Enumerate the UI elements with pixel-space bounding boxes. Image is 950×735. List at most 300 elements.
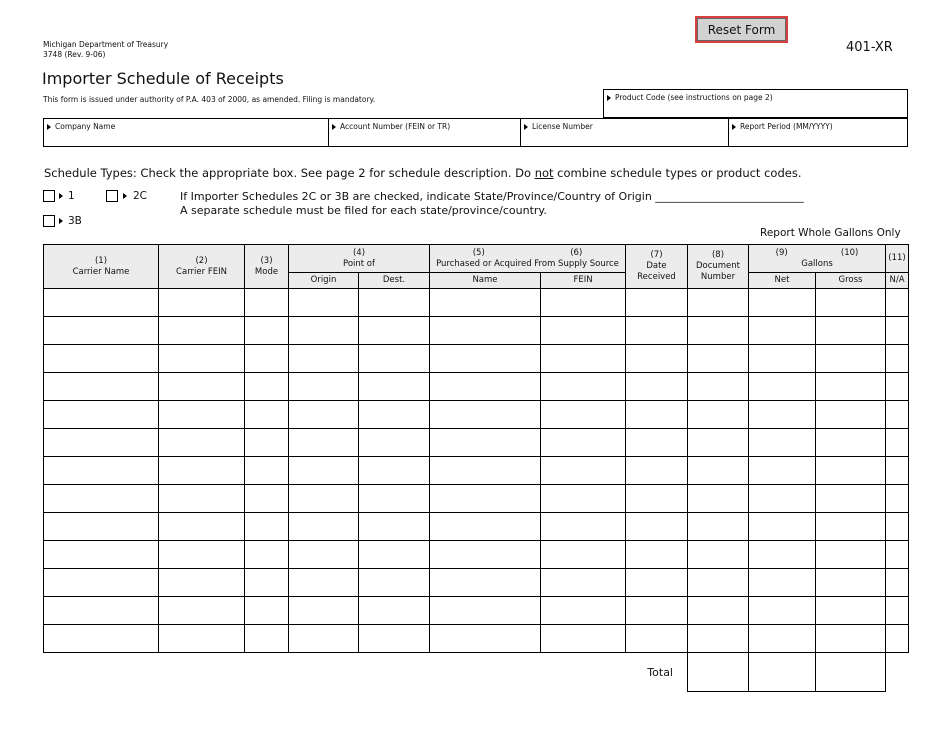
- arrow-right-icon: [59, 218, 63, 224]
- source-name-input[interactable]: [430, 374, 540, 400]
- gross-input[interactable]: [816, 542, 885, 568]
- cell-net: [749, 541, 816, 569]
- na-input[interactable]: [886, 318, 908, 344]
- document-number-input[interactable]: [688, 290, 748, 316]
- cell-carrier-name: [44, 541, 159, 569]
- dest-input[interactable]: [359, 346, 429, 372]
- account-number-input[interactable]: [331, 130, 518, 144]
- arrow-right-icon: [123, 193, 127, 199]
- carrier-name-input[interactable]: [44, 542, 158, 568]
- na-input[interactable]: [886, 626, 908, 652]
- cell-origin: [289, 625, 359, 653]
- origin-note-line2: A separate schedule must be filed for each state/province/country.: [180, 204, 547, 217]
- carrier-name-input[interactable]: [44, 598, 158, 624]
- carrier-name-input[interactable]: [44, 318, 158, 344]
- net-input[interactable]: [749, 598, 815, 624]
- dest-input[interactable]: [359, 458, 429, 484]
- date-received-input[interactable]: [626, 598, 687, 624]
- carrier-name-input[interactable]: [44, 486, 158, 512]
- cell-carrier-name: [44, 457, 159, 485]
- schedule-3b-checkbox[interactable]: [43, 215, 55, 227]
- cell-carrier-fein: [159, 317, 245, 345]
- origin-input[interactable]: [289, 598, 358, 624]
- cell-mode: [245, 429, 289, 457]
- na-input[interactable]: [886, 402, 908, 428]
- origin-input[interactable]: [289, 486, 358, 512]
- mode-input[interactable]: [245, 430, 288, 456]
- na-input[interactable]: [886, 598, 908, 624]
- company-name-input[interactable]: [46, 130, 326, 144]
- header-carrier-fein: (2) Carrier FEIN: [159, 245, 245, 289]
- carrier-fein-input[interactable]: [159, 430, 244, 456]
- carrier-fein-input[interactable]: [159, 570, 244, 596]
- company-name-label-text: Company Name: [55, 122, 116, 131]
- cell-carrier-fein: [159, 597, 245, 625]
- carrier-name-input[interactable]: [44, 290, 158, 316]
- carrier-name-input[interactable]: [44, 514, 158, 540]
- gross-input[interactable]: [816, 402, 885, 428]
- carrier-name-input[interactable]: [44, 430, 158, 456]
- cell-document-number: [688, 597, 749, 625]
- cell-gross: [816, 597, 886, 625]
- cell-date-received: [626, 625, 688, 653]
- cell-carrier-name: [44, 513, 159, 541]
- receipts-table: [43, 244, 909, 692]
- cell-date-received: [626, 597, 688, 625]
- document-number-input[interactable]: [688, 514, 748, 540]
- table-row: [44, 625, 909, 653]
- cell-dest: [359, 597, 430, 625]
- schedule-2c-label: 2C: [133, 190, 148, 202]
- cell-dest: [359, 373, 430, 401]
- cell-carrier-name: [44, 373, 159, 401]
- cell-document-number: [688, 289, 749, 317]
- license-number-input[interactable]: [523, 130, 726, 144]
- cell-carrier-fein: [159, 513, 245, 541]
- cell-carrier-fein: [159, 345, 245, 373]
- gross-input[interactable]: [816, 458, 885, 484]
- cell-source-fein: [541, 401, 626, 429]
- date-received-input[interactable]: [626, 430, 687, 456]
- total-gross-input[interactable]: [749, 654, 815, 691]
- na-input[interactable]: [886, 458, 908, 484]
- na-input[interactable]: [886, 514, 908, 540]
- date-received-input[interactable]: [626, 402, 687, 428]
- cell-source-name: [430, 597, 541, 625]
- cell-na: [886, 401, 909, 429]
- carrier-fein-input[interactable]: [159, 290, 244, 316]
- cell-gross: [816, 513, 886, 541]
- cell-net: [749, 345, 816, 373]
- source-fein-input[interactable]: [541, 374, 625, 400]
- table-row: [44, 485, 909, 513]
- cell-gross: [816, 289, 886, 317]
- date-received-input[interactable]: [626, 626, 687, 652]
- gross-input[interactable]: [816, 430, 885, 456]
- carrier-name-input[interactable]: [44, 626, 158, 652]
- gross-input[interactable]: [816, 486, 885, 512]
- dest-input[interactable]: [359, 290, 429, 316]
- cell-date-received: [626, 541, 688, 569]
- schedule-2c-checkbox[interactable]: [106, 190, 118, 202]
- date-received-input[interactable]: [626, 290, 687, 316]
- mode-input[interactable]: [245, 626, 288, 652]
- cell-origin: [289, 541, 359, 569]
- cell-carrier-fein: [159, 569, 245, 597]
- carrier-name-input[interactable]: [44, 570, 158, 596]
- cell-carrier-name: [44, 429, 159, 457]
- cell-dest: [359, 569, 430, 597]
- origin-input[interactable]: [289, 542, 358, 568]
- date-received-input[interactable]: [626, 318, 687, 344]
- gross-input[interactable]: [816, 598, 885, 624]
- cell-carrier-name: [44, 625, 159, 653]
- carrier-fein-input[interactable]: [159, 542, 244, 568]
- total-net-cell: [688, 653, 749, 692]
- schedule-instructions: [44, 166, 801, 180]
- dest-input[interactable]: [359, 570, 429, 596]
- cell-origin: [289, 373, 359, 401]
- mode-input[interactable]: [245, 514, 288, 540]
- cell-na: [886, 485, 909, 513]
- carrier-fein-input[interactable]: [159, 318, 244, 344]
- cell-source-fein: [541, 373, 626, 401]
- gross-input[interactable]: [816, 318, 885, 344]
- date-received-input[interactable]: [626, 458, 687, 484]
- source-name-input[interactable]: [430, 318, 540, 344]
- source-fein-input[interactable]: [541, 598, 625, 624]
- cell-na: [886, 289, 909, 317]
- report-period-input[interactable]: [731, 130, 905, 144]
- cell-na: [886, 597, 909, 625]
- source-fein-input[interactable]: [541, 430, 625, 456]
- mode-input[interactable]: [245, 374, 288, 400]
- schedule-3b-label: 3B: [68, 215, 82, 227]
- dest-input[interactable]: [359, 542, 429, 568]
- dest-input[interactable]: [359, 402, 429, 428]
- form-number: 401-XR: [846, 40, 893, 55]
- date-received-input[interactable]: [626, 514, 687, 540]
- mode-input[interactable]: [245, 542, 288, 568]
- license-number-field: [520, 118, 729, 147]
- gross-input[interactable]: [816, 290, 885, 316]
- cell-dest: [359, 345, 430, 373]
- cell-document-number: [688, 541, 749, 569]
- mode-input[interactable]: [245, 598, 288, 624]
- source-name-input[interactable]: [430, 430, 540, 456]
- mode-input[interactable]: [245, 570, 288, 596]
- cell-carrier-name: [44, 345, 159, 373]
- net-input[interactable]: [749, 458, 815, 484]
- source-fein-input[interactable]: [541, 346, 625, 372]
- header-gallons-gross: Gross: [816, 273, 886, 289]
- cell-net: [749, 373, 816, 401]
- total-net-input[interactable]: [688, 654, 748, 691]
- na-input[interactable]: [886, 346, 908, 372]
- table-body: [44, 289, 909, 653]
- dest-input[interactable]: [359, 318, 429, 344]
- cell-document-number: [688, 569, 749, 597]
- cell-carrier-fein: [159, 625, 245, 653]
- gallons-note: Report Whole Gallons Only: [760, 227, 901, 239]
- cell-source-name: [430, 569, 541, 597]
- net-input[interactable]: [749, 626, 815, 652]
- mode-input[interactable]: [245, 318, 288, 344]
- mode-input[interactable]: [245, 458, 288, 484]
- cell-carrier-name: [44, 597, 159, 625]
- gross-input[interactable]: [816, 514, 885, 540]
- date-received-input[interactable]: [626, 346, 687, 372]
- net-input[interactable]: [749, 542, 815, 568]
- cell-source-name: [430, 429, 541, 457]
- source-name-input[interactable]: [430, 570, 540, 596]
- origin-input[interactable]: [289, 626, 358, 652]
- table-row: [44, 373, 909, 401]
- document-number-input[interactable]: [688, 458, 748, 484]
- carrier-fein-input[interactable]: [159, 458, 244, 484]
- cell-source-fein: [541, 625, 626, 653]
- carrier-fein-input[interactable]: [159, 514, 244, 540]
- na-input[interactable]: [886, 542, 908, 568]
- net-input[interactable]: [749, 318, 815, 344]
- document-number-input[interactable]: [688, 598, 748, 624]
- gross-input[interactable]: [816, 626, 885, 652]
- cell-gross: [816, 485, 886, 513]
- total-gross-cell: [749, 653, 816, 692]
- cell-origin: [289, 597, 359, 625]
- cell-dest: [359, 401, 430, 429]
- date-received-input[interactable]: [626, 542, 687, 568]
- schedule-1-checkbox[interactable]: [43, 190, 55, 202]
- cell-carrier-name: [44, 289, 159, 317]
- cell-carrier-fein: [159, 485, 245, 513]
- origin-input[interactable]: [289, 402, 358, 428]
- document-number-input[interactable]: [688, 374, 748, 400]
- cell-mode: [245, 345, 289, 373]
- carrier-fein-input[interactable]: [159, 486, 244, 512]
- carrier-name-input[interactable]: [44, 402, 158, 428]
- net-input[interactable]: [749, 430, 815, 456]
- gross-input[interactable]: [816, 374, 885, 400]
- total-row: [44, 653, 909, 692]
- cell-source-fein: [541, 317, 626, 345]
- header-carrier-name: (1) Carrier Name: [44, 245, 159, 289]
- net-input[interactable]: [749, 374, 815, 400]
- origin-input[interactable]: [289, 346, 358, 372]
- origin-input[interactable]: [289, 570, 358, 596]
- department-name: Michigan Department of Treasury: [43, 40, 169, 49]
- cell-carrier-name: [44, 485, 159, 513]
- header-source-name: Name: [430, 273, 541, 289]
- total-label: Total: [647, 665, 673, 679]
- gross-input[interactable]: [816, 346, 885, 372]
- cell-source-fein: [541, 569, 626, 597]
- cell-carrier-name: [44, 317, 159, 345]
- header-mode: (3) Mode: [245, 245, 289, 289]
- source-name-input[interactable]: [430, 626, 540, 652]
- source-name-input[interactable]: [430, 542, 540, 568]
- account-number-label-text: Account Number (FEIN or TR): [340, 122, 451, 131]
- cell-mode: [245, 373, 289, 401]
- origin-input[interactable]: [289, 318, 358, 344]
- source-name-input[interactable]: [430, 486, 540, 512]
- cell-mode: [245, 569, 289, 597]
- cell-na: [886, 569, 909, 597]
- na-input[interactable]: [886, 430, 908, 456]
- source-fein-input[interactable]: [541, 318, 625, 344]
- license-number-label-text: License Number: [532, 122, 593, 131]
- dest-input[interactable]: [359, 374, 429, 400]
- cell-na: [886, 345, 909, 373]
- table-row: [44, 541, 909, 569]
- mode-input[interactable]: [245, 402, 288, 428]
- mode-input[interactable]: [245, 486, 288, 512]
- cell-gross: [816, 569, 886, 597]
- header-source-fein: FEIN: [541, 273, 626, 289]
- cell-origin: [289, 429, 359, 457]
- product-code-input[interactable]: [606, 101, 905, 115]
- cell-document-number: [688, 485, 749, 513]
- carrier-fein-input[interactable]: [159, 374, 244, 400]
- na-input[interactable]: [886, 486, 908, 512]
- cell-net: [749, 485, 816, 513]
- source-name-input[interactable]: [430, 598, 540, 624]
- cell-gross: [816, 401, 886, 429]
- origin-input[interactable]: [289, 514, 358, 540]
- source-fein-input[interactable]: [541, 570, 625, 596]
- source-fein-input[interactable]: [541, 486, 625, 512]
- cell-net: [749, 317, 816, 345]
- table-row: [44, 317, 909, 345]
- document-number-input[interactable]: [688, 570, 748, 596]
- header-gallons-net: Net: [749, 273, 816, 289]
- document-number-input[interactable]: [688, 430, 748, 456]
- cell-source-name: [430, 345, 541, 373]
- origin-input[interactable]: [289, 430, 358, 456]
- cell-source-name: [430, 401, 541, 429]
- cell-source-fein: [541, 597, 626, 625]
- cell-source-name: [430, 373, 541, 401]
- source-name-input[interactable]: [430, 402, 540, 428]
- cell-gross: [816, 345, 886, 373]
- cell-source-name: [430, 541, 541, 569]
- origin-input[interactable]: [289, 374, 358, 400]
- cell-source-name: [430, 485, 541, 513]
- cell-mode: [245, 485, 289, 513]
- date-received-input[interactable]: [626, 486, 687, 512]
- source-name-input[interactable]: [430, 290, 540, 316]
- company-name-field: [43, 118, 329, 147]
- document-number-input[interactable]: [688, 542, 748, 568]
- source-fein-input[interactable]: [541, 514, 625, 540]
- origin-note: [180, 190, 804, 218]
- document-number-input[interactable]: [688, 318, 748, 344]
- cell-dest: [359, 485, 430, 513]
- source-fein-input[interactable]: [541, 542, 625, 568]
- source-name-input[interactable]: [430, 514, 540, 540]
- document-number-input[interactable]: [688, 402, 748, 428]
- net-input[interactable]: [749, 346, 815, 372]
- net-input[interactable]: [749, 290, 815, 316]
- source-name-input[interactable]: [430, 346, 540, 372]
- cell-source-name: [430, 289, 541, 317]
- cell-source-fein: [541, 485, 626, 513]
- cell-date-received: [626, 513, 688, 541]
- cell-dest: [359, 513, 430, 541]
- dest-input[interactable]: [359, 430, 429, 456]
- dest-input[interactable]: [359, 626, 429, 652]
- cell-mode: [245, 457, 289, 485]
- gross-input[interactable]: [816, 570, 885, 596]
- origin-input[interactable]: [289, 458, 358, 484]
- carrier-fein-input[interactable]: [159, 598, 244, 624]
- carrier-name-input[interactable]: [44, 458, 158, 484]
- source-fein-input[interactable]: [541, 458, 625, 484]
- cell-carrier-fein: [159, 289, 245, 317]
- header-gallons: (9) (10) Gallons: [749, 245, 886, 273]
- cell-mode: [245, 597, 289, 625]
- cell-date-received: [626, 317, 688, 345]
- table-row: [44, 345, 909, 373]
- cell-source-name: [430, 457, 541, 485]
- date-received-input[interactable]: [626, 570, 687, 596]
- reset-form-button[interactable]: Reset Form: [695, 16, 788, 43]
- carrier-fein-input[interactable]: [159, 402, 244, 428]
- na-input[interactable]: [886, 570, 908, 596]
- cell-source-name: [430, 625, 541, 653]
- source-fein-input[interactable]: [541, 290, 625, 316]
- cell-document-number: [688, 625, 749, 653]
- cell-net: [749, 569, 816, 597]
- header-na: N/A: [886, 273, 909, 289]
- cell-origin: [289, 289, 359, 317]
- net-input[interactable]: [749, 402, 815, 428]
- page-title: Importer Schedule of Receipts: [42, 69, 284, 88]
- document-number-input[interactable]: [688, 486, 748, 512]
- table-row: [44, 429, 909, 457]
- dest-input[interactable]: [359, 514, 429, 540]
- net-input[interactable]: [749, 514, 815, 540]
- source-name-input[interactable]: [430, 458, 540, 484]
- cell-document-number: [688, 345, 749, 373]
- dest-input[interactable]: [359, 598, 429, 624]
- source-fein-input[interactable]: [541, 402, 625, 428]
- carrier-fein-input[interactable]: [159, 626, 244, 652]
- table-row: [44, 597, 909, 625]
- carrier-name-input[interactable]: [44, 374, 158, 400]
- dest-input[interactable]: [359, 486, 429, 512]
- net-input[interactable]: [749, 570, 815, 596]
- na-input[interactable]: [886, 290, 908, 316]
- department-block: [43, 40, 168, 60]
- date-received-input[interactable]: [626, 374, 687, 400]
- carrier-fein-input[interactable]: [159, 346, 244, 372]
- cell-date-received: [626, 485, 688, 513]
- origin-input[interactable]: [289, 290, 358, 316]
- mode-input[interactable]: [245, 346, 288, 372]
- mode-input[interactable]: [245, 290, 288, 316]
- net-input[interactable]: [749, 486, 815, 512]
- cell-date-received: [626, 569, 688, 597]
- document-number-input[interactable]: [688, 626, 748, 652]
- cell-dest: [359, 429, 430, 457]
- cell-net: [749, 513, 816, 541]
- document-number-input[interactable]: [688, 346, 748, 372]
- na-input[interactable]: [886, 374, 908, 400]
- carrier-name-input[interactable]: [44, 346, 158, 372]
- cell-net: [749, 401, 816, 429]
- source-fein-input[interactable]: [541, 626, 625, 652]
